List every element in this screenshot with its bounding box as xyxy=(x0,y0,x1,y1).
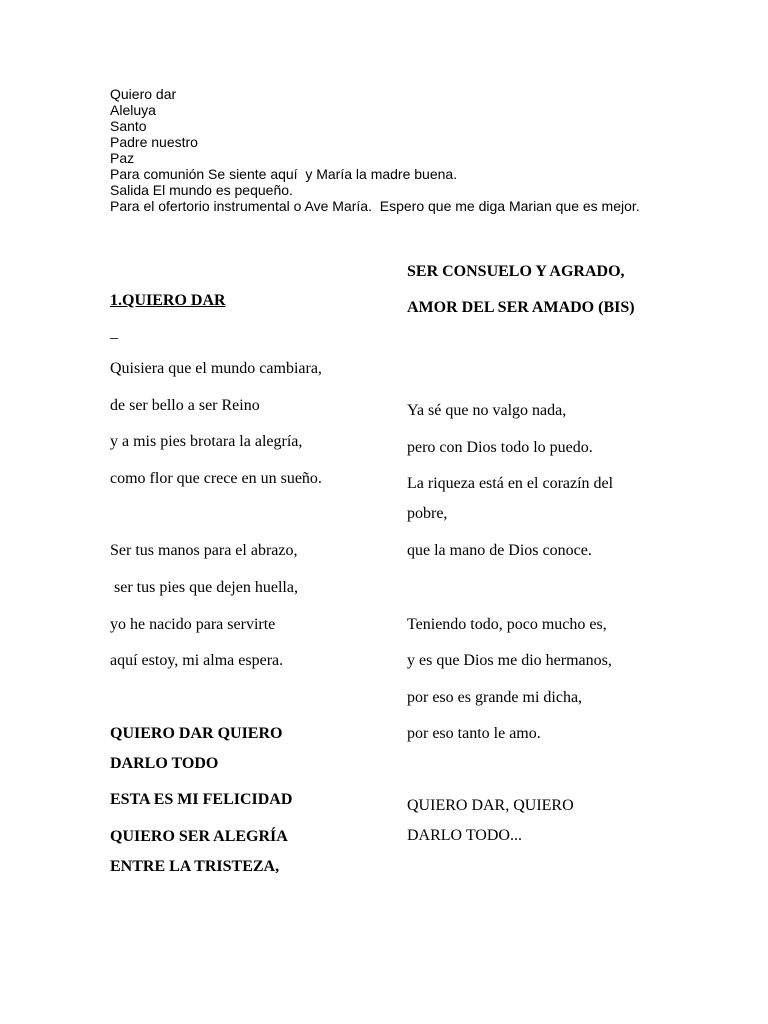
lyric-line: La riqueza está en el corazín del pobre, xyxy=(407,475,614,522)
lyric-line: y a mis pies brotara la alegría, xyxy=(110,433,303,450)
note-line: Aleluya xyxy=(110,102,156,118)
chorus-line: SER CONSUELO Y AGRADO, xyxy=(407,263,625,280)
note-line: Para el ofertorio instrumental o Ave María. Espero que me diga Marian que es mejor. xyxy=(110,198,640,214)
lyric-line: pero con Dios todo lo puedo. xyxy=(407,439,593,456)
chorus-line: QUIERO SER ALEGRÍA ENTRE LA TRISTEZA, xyxy=(110,828,287,875)
note-line: Santo xyxy=(110,118,147,134)
program-notes xyxy=(110,86,650,214)
lyric-line: y es que Dios me dio hermanos, xyxy=(407,652,612,669)
lyric-line: por eso tanto le amo. xyxy=(407,725,541,742)
lyric-line: que la mano de Dios conoce. xyxy=(407,542,592,559)
lyric-line: Ya sé que no valgo nada, xyxy=(407,402,567,419)
lyric-line: como flor que crece en un sueño. xyxy=(110,470,322,487)
note-line: Salida El mundo es pequeño. xyxy=(110,182,293,198)
lyric-line: yo he nacido para servirte xyxy=(110,616,276,633)
chorus-line: ESTA ES MI FELICIDAD xyxy=(110,791,293,808)
lyric-line: Quisiera que el mundo cambiara, xyxy=(110,360,322,377)
lyric-line: de ser bello a ser Reino xyxy=(110,397,260,414)
note-line: Para comunión Se siente aquí y María la madre buena. xyxy=(110,166,458,182)
note-line: Paz xyxy=(110,150,135,166)
dash-mark: _ xyxy=(110,324,118,341)
lyric-line: por eso es grande mi dicha, xyxy=(407,689,583,706)
chorus-line: QUIERO DAR QUIERO DARLO TODO xyxy=(110,725,283,772)
lyric-line: Teniendo todo, poco mucho es, xyxy=(407,616,607,633)
song-title: 1.QUIERO DAR xyxy=(110,292,226,309)
lyric-line: aquí estoy, mi alma espera. xyxy=(110,652,284,669)
chorus-line: AMOR DEL SER AMADO (BIS) xyxy=(407,299,635,316)
lyric-line: Ser tus manos para el abrazo, xyxy=(110,542,298,559)
closing-line: QUIERO DAR, QUIERO DARLO TODO... xyxy=(407,797,574,844)
note-line: Quiero dar xyxy=(110,86,177,102)
note-line: Padre nuestro xyxy=(110,134,198,150)
lyric-line: ser tus pies que dejen huella, xyxy=(110,579,298,596)
